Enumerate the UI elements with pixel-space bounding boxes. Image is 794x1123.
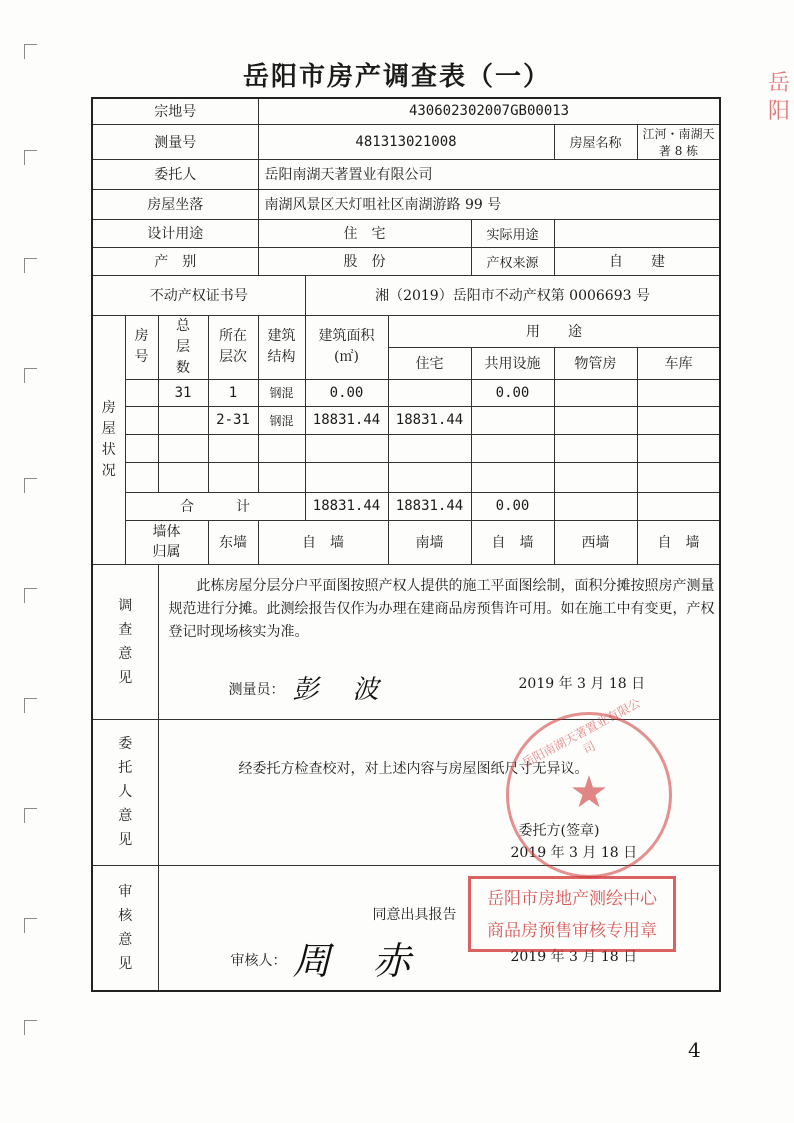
value-parcel-no: 430602302007GB00013 [258, 98, 720, 124]
header-residential: 住宅 [388, 347, 471, 379]
total-shared: 0.00 [471, 492, 554, 520]
header-floor-text: 所在层次 [219, 328, 247, 365]
cell-structure [258, 434, 305, 462]
wall-south: 南墙 [388, 520, 471, 564]
header-floor [208, 315, 258, 379]
cell-structure [258, 462, 305, 492]
value-design-use: 住 宅 [258, 219, 471, 247]
cell-shared [471, 434, 554, 462]
cell-residential [388, 434, 471, 462]
reviewer-label: 审核人： [230, 952, 287, 969]
table-row [92, 462, 720, 492]
reviewer-signature: 周 赤 [292, 938, 413, 983]
status-header-row [92, 315, 720, 347]
total-management [554, 492, 637, 520]
wall-south-owner: 自 墙 [471, 520, 554, 564]
label-review-opinion [92, 865, 158, 991]
label-house-status-text: 房屋状况 [101, 399, 116, 479]
row-survey-opinion [92, 564, 720, 719]
cell-total-floors: 31 [158, 379, 208, 406]
label-wall-text: 墙体归属 [152, 524, 181, 560]
binding-mark [24, 918, 37, 933]
cell-area: 0.00 [305, 379, 388, 406]
header-management: 物管房 [554, 347, 637, 379]
value-survey-no: 481313021008 [258, 124, 554, 159]
review-opinion-date: 2019 年 3 月 18 日 [510, 948, 638, 965]
company-seal-text: 岳阳南湖天著置业有限公司 [519, 695, 643, 771]
header-garage: 车库 [637, 347, 720, 379]
label-survey-no: 测量号 [92, 124, 258, 159]
client-opinion-date: 2019 年 3 月 18 日 [510, 844, 638, 861]
label-wall [125, 520, 208, 564]
cell-room-no [125, 434, 158, 462]
value-location: 南湖风景区天灯咀社区南湖游路 99 号 [258, 189, 720, 219]
client-opinion-cell [158, 719, 720, 865]
value-ownership-source: 自 建 [554, 247, 720, 275]
client-signer-label: 委托方(签章) [518, 822, 600, 839]
client-opinion-text: 经委托方检查校对，对上述内容与房屋图纸尺寸无异议。 [238, 760, 589, 777]
binding-mark [24, 368, 37, 383]
cell-management [554, 406, 637, 434]
label-house-name: 房屋名称 [554, 124, 637, 159]
cell-area [305, 462, 388, 492]
cell-floor: 1 [208, 379, 258, 406]
cell-garage [637, 379, 720, 406]
cell-room-no [125, 462, 158, 492]
wall-west-owner: 自 墙 [637, 520, 720, 564]
total-area: 18831.44 [305, 492, 388, 520]
table-row [92, 379, 720, 406]
review-seal-line2: 商品房预售审核专用章 [487, 921, 657, 941]
cell-floor [208, 462, 258, 492]
cell-shared: 0.00 [471, 379, 554, 406]
label-review-opinion-text: 审核意见 [118, 883, 133, 972]
header-total-floors-text: 总层数 [176, 317, 190, 376]
binding-mark [24, 698, 37, 713]
header-structure-text: 建筑结构 [267, 328, 296, 365]
header-total-floors [158, 315, 208, 379]
label-location: 房屋坐落 [92, 189, 258, 219]
binding-mark [24, 808, 37, 823]
cell-room-no [125, 379, 158, 406]
header-area [305, 315, 388, 379]
total-residential: 18831.44 [388, 492, 471, 520]
label-house-status [92, 315, 125, 564]
label-ownership-source: 产权来源 [471, 247, 554, 275]
cell-garage [637, 406, 720, 434]
label-client: 委托人 [92, 159, 258, 189]
label-client-opinion [92, 719, 158, 865]
cell-management [554, 434, 637, 462]
survey-opinion-text: 此栋房屋分层分户平面图按照产权人提供的施工平面图绘制，面积分摊按照房产测量规范进行分摊。此测绘报告仅作为办理在建商品房预售许可用。如在施工中有变更，产权登记时现场核实为准。 [168, 577, 715, 640]
cell-total-floors [158, 406, 208, 434]
cell-area: 18831.44 [305, 406, 388, 434]
value-cert-no: 湘（2019）岳阳市不动产权第 0006693 号 [305, 275, 720, 315]
label-total: 合 计 [125, 492, 305, 520]
cell-total-floors [158, 434, 208, 462]
cell-management [554, 379, 637, 406]
cell-residential [388, 462, 471, 492]
cell-garage [637, 462, 720, 492]
page-title: 岳阳市房产调查表（一） [242, 62, 551, 92]
review-opinion-cell [158, 865, 720, 991]
row-client-opinion [92, 719, 720, 865]
cell-residential: 18831.44 [388, 406, 471, 434]
header-room-no [125, 315, 158, 379]
header-room-no-text: 房号 [134, 328, 149, 365]
label-parcel-no: 宗地号 [92, 98, 258, 124]
surveyor-signature: 彭 波 [292, 674, 383, 705]
cell-residential [388, 379, 471, 406]
value-property-type: 股 份 [258, 247, 471, 275]
surveyor-label: 测量员： [228, 681, 285, 698]
cell-room-no [125, 406, 158, 434]
value-actual-use [554, 219, 720, 247]
value-house-name: 江河・南湖天著 8 栋 [637, 124, 720, 159]
binding-mark [24, 588, 37, 603]
cell-shared [471, 406, 554, 434]
row-cert [92, 275, 720, 315]
wall-west: 西墙 [554, 520, 637, 564]
survey-opinion-cell [158, 564, 720, 719]
header-shared: 共用设施 [471, 347, 554, 379]
label-cert-no: 不动产权证书号 [92, 275, 305, 315]
survey-opinion-date: 2019 年 3 月 18 日 [518, 675, 646, 692]
binding-mark [24, 150, 37, 165]
cell-floor: 2-31 [208, 406, 258, 434]
page-number: 4 [688, 1038, 701, 1062]
binding-mark [24, 258, 37, 273]
binding-mark [24, 1020, 37, 1035]
row-parcel [92, 98, 720, 124]
label-survey-opinion-text: 调查意见 [118, 597, 133, 686]
wall-east: 东墙 [208, 520, 258, 564]
label-property-type: 产 别 [92, 247, 258, 275]
cell-structure: 钢混 [258, 406, 305, 434]
survey-form-table [91, 97, 721, 992]
cell-area [305, 434, 388, 462]
header-structure [258, 315, 305, 379]
total-row [92, 492, 720, 520]
edge-seal-fragment: 岳阳 [768, 71, 791, 124]
total-garage [637, 492, 720, 520]
value-client: 岳阳南湖天著置业有限公司 [258, 159, 720, 189]
row-use [92, 219, 720, 247]
wall-east-owner: 自 墙 [258, 520, 388, 564]
row-location [92, 189, 720, 219]
row-survey [92, 124, 720, 159]
cell-management [554, 462, 637, 492]
label-actual-use: 实际用途 [471, 219, 554, 247]
binding-mark [24, 478, 37, 493]
table-row [92, 406, 720, 434]
row-property [92, 247, 720, 275]
cell-shared [471, 462, 554, 492]
cell-structure: 钢混 [258, 379, 305, 406]
cell-floor [208, 434, 258, 462]
header-area-text: 建筑面积(㎡) [318, 328, 375, 365]
review-opinion-text: 同意出具报告 [372, 906, 457, 923]
cell-garage [637, 434, 720, 462]
header-use: 用 途 [388, 315, 720, 347]
row-walls [92, 520, 720, 564]
star-icon: ★ [569, 767, 609, 818]
label-client-opinion-text: 委托人意见 [118, 736, 133, 848]
label-survey-opinion [92, 564, 158, 719]
row-review-opinion [92, 865, 720, 991]
label-design-use: 设计用途 [92, 219, 258, 247]
cell-total-floors [158, 462, 208, 492]
table-row [92, 434, 720, 462]
row-client [92, 159, 720, 189]
review-seal-line1: 岳阳市房地产测绘中心 [487, 889, 657, 909]
